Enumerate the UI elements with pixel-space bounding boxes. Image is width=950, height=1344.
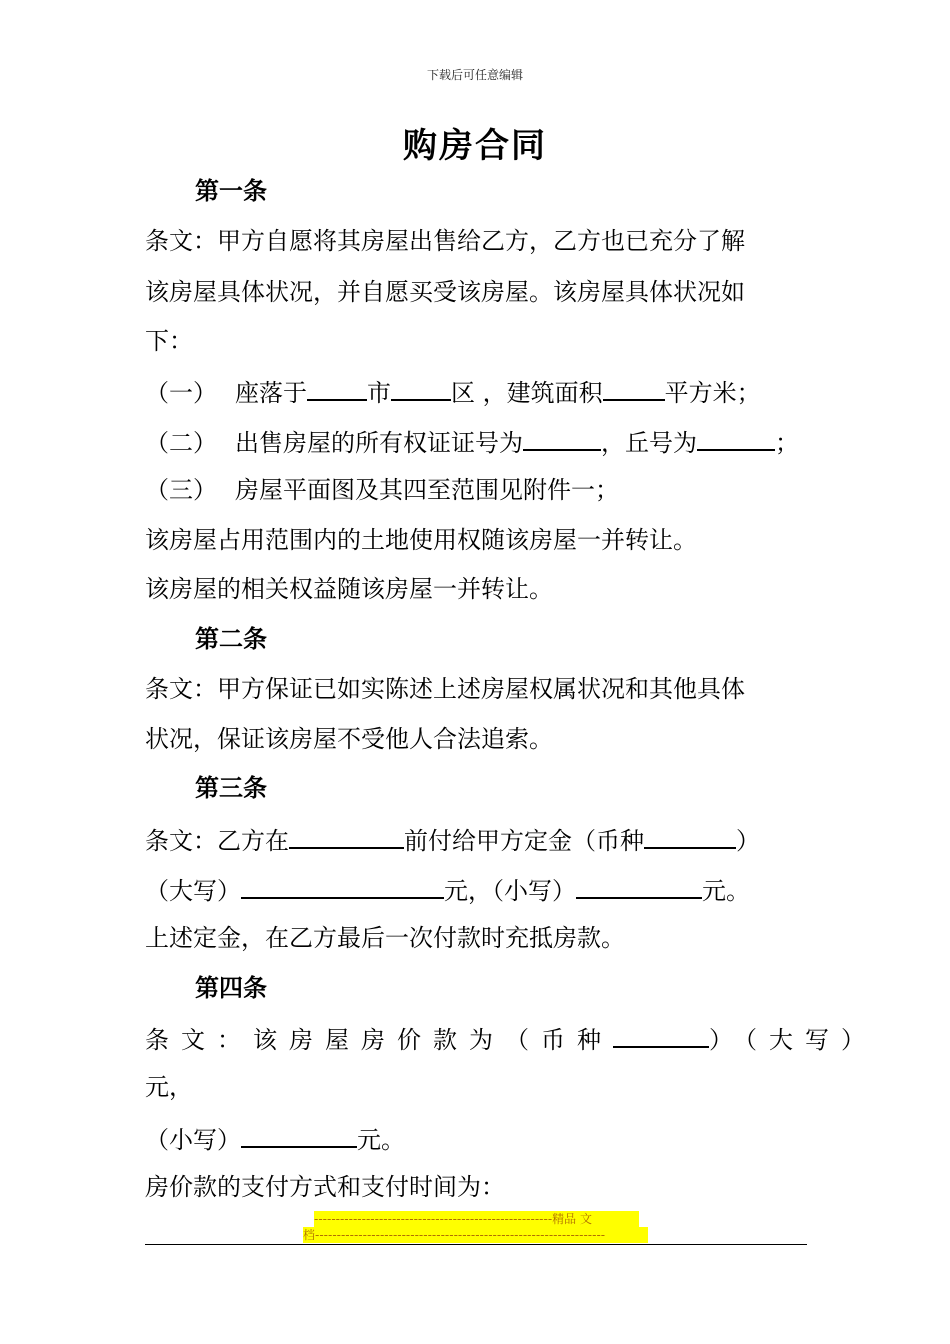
price-currency-label: 条文：该房屋房价款为（币种 bbox=[145, 1026, 613, 1054]
footer-watermark-line-1: -------------------------------------------------------精品 文 bbox=[314, 1211, 639, 1227]
deposit-capital-blank bbox=[241, 873, 444, 899]
item-1-number: （一） bbox=[145, 379, 217, 407]
article-2-text-line-2: 状况，保证该房屋不受他人合法追索。 bbox=[145, 725, 553, 753]
article-1-text-line-2: 该房屋具体状况，并自愿买受该房屋。该房屋具体状况如 bbox=[145, 278, 745, 306]
deposit-numeric-label: 元，（小写） bbox=[444, 877, 576, 905]
document-title: 购房合同 bbox=[403, 126, 547, 166]
article-4-line-4: 房价款的支付方式和支付时间为： bbox=[145, 1173, 505, 1201]
deposit-currency-blank bbox=[644, 823, 736, 849]
article-4-heading: 第四条 bbox=[195, 973, 267, 1002]
article-4-line-3 bbox=[145, 1122, 405, 1155]
article-1-text-line-1: 条文：甲方自愿将其房屋出售给乙方，乙方也已充分了解 bbox=[145, 227, 745, 255]
article-3-heading: 第三条 bbox=[195, 773, 267, 802]
city-blank bbox=[307, 375, 367, 401]
article-1-paragraph-1: 该房屋占用范围内的土地使用权随该房屋一并转让。 bbox=[145, 526, 697, 554]
plot-number-blank bbox=[697, 425, 775, 451]
item-2-plot-label: ，丘号为 bbox=[601, 429, 697, 457]
item-2-cert-label: 出售房屋的所有权证证号为 bbox=[235, 429, 523, 457]
price-capital-label: ）（大写） bbox=[709, 1026, 877, 1054]
article-1-item-2 bbox=[145, 425, 799, 458]
cert-number-blank bbox=[523, 425, 601, 451]
article-1-text-line-3: 下： bbox=[145, 327, 193, 355]
item-2-number: （二） bbox=[145, 429, 217, 457]
item-2-end: ； bbox=[775, 429, 799, 457]
article-4-line-2: 元， bbox=[145, 1073, 193, 1101]
footer-watermark-line-2: 档------------------------------------------------------------------- bbox=[303, 1227, 648, 1243]
price-currency-blank bbox=[613, 1022, 709, 1048]
deposit-unit: 元。 bbox=[702, 877, 750, 905]
deposit-numeric-blank bbox=[576, 873, 702, 899]
deposit-capital-label: （大写） bbox=[145, 877, 241, 905]
deposit-currency-close: ） bbox=[736, 827, 760, 855]
article-3-line-3: 上述定金，在乙方最后一次付款时充抵房款。 bbox=[145, 924, 625, 952]
price-numeric-label: （小写） bbox=[145, 1126, 241, 1154]
item-1-city-label: 市 bbox=[367, 379, 391, 407]
area-blank bbox=[603, 375, 665, 401]
item-1-location-label: 座落于 bbox=[235, 379, 307, 407]
deposit-currency-label: 前付给甲方定金（币种 bbox=[404, 827, 644, 855]
item-1-unit: 平方米； bbox=[664, 379, 761, 407]
article-3-line-2 bbox=[145, 873, 750, 906]
article-1-heading: 第一条 bbox=[195, 176, 267, 205]
item-3-number: （三） bbox=[145, 476, 217, 504]
item-1-area-label: 区 ，建筑面积 bbox=[451, 379, 603, 407]
article-1-paragraph-2: 该房屋的相关权益随该房屋一并转让。 bbox=[145, 575, 553, 603]
footer-divider bbox=[145, 1244, 807, 1245]
deposit-intro: 条文：乙方在 bbox=[145, 827, 289, 855]
item-3-text: 房屋平面图及其四至范围见附件一； bbox=[235, 476, 619, 504]
price-numeric-blank bbox=[241, 1122, 357, 1148]
district-blank bbox=[391, 375, 451, 401]
article-2-heading: 第二条 bbox=[195, 624, 267, 653]
article-3-line-1 bbox=[145, 823, 760, 856]
article-2-text-line-1: 条文：甲方保证已如实陈述上述房屋权属状况和其他具体 bbox=[145, 675, 745, 703]
header-note: 下载后可任意编辑 bbox=[426, 68, 523, 82]
article-1-item-1 bbox=[145, 375, 761, 408]
price-unit: 元。 bbox=[357, 1126, 405, 1154]
article-4-line-1 bbox=[145, 1022, 877, 1055]
article-1-item-3 bbox=[145, 475, 619, 505]
deposit-date-blank bbox=[289, 823, 404, 849]
